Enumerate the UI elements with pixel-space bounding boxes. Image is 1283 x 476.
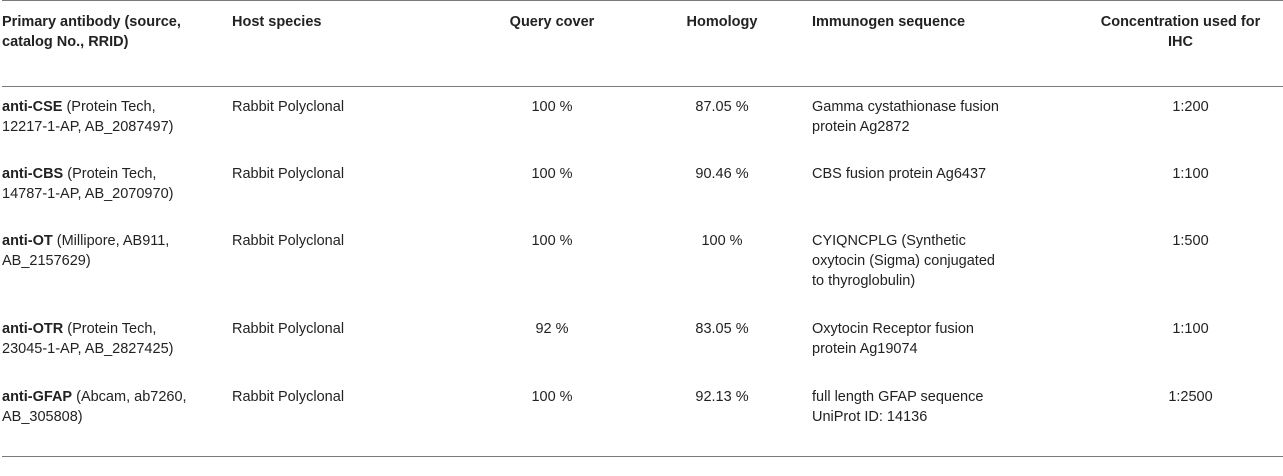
immunogen-cell: Oxytocin Receptor fusion protein Ag19074 xyxy=(812,320,974,357)
concentration-cell: 1:200 xyxy=(1172,99,1209,115)
antibody-cell xyxy=(2,377,232,457)
host-species-cell: Rabbit Polyclonal xyxy=(232,165,345,182)
homology-cell: 100 % xyxy=(701,232,743,249)
header-immunogen: Immunogen sequence xyxy=(800,1,1058,87)
table-row xyxy=(2,87,1283,154)
homology-cell: 92.13 % xyxy=(644,377,800,457)
antibody-name: anti-OTR xyxy=(2,320,64,337)
antibody-cell xyxy=(2,309,232,377)
concentration-cell: 1:2500 xyxy=(1058,377,1283,457)
table-row xyxy=(2,221,1283,309)
antibody-source: (Protein Tech, 12217-1-AP, AB_2087497) xyxy=(2,99,174,135)
immunogen-cell: full length GFAP sequence UniProt ID: 14136 xyxy=(800,377,1058,457)
antibody-name: anti-OT xyxy=(2,232,53,249)
antibody-cell xyxy=(2,87,232,154)
homology-cell: 87.05 % xyxy=(695,99,749,115)
antibody-name: anti-CSE xyxy=(2,99,63,115)
antibody-table xyxy=(2,0,1283,457)
header-query-cover: Query cover xyxy=(460,1,644,87)
antibody-source: (Protein Tech, 23045-1-AP, AB_2827425) xyxy=(2,320,174,357)
antibody-name: anti-CBS xyxy=(2,165,64,182)
antibody-name: anti-GFAP xyxy=(2,388,73,405)
concentration-cell: 1:100 xyxy=(1172,165,1209,182)
antibody-source: (Protein Tech, 14787-1-AP, AB_2070970) xyxy=(2,165,174,202)
query-cover-cell: 100 % xyxy=(531,99,573,115)
header-host-species: Host species xyxy=(232,1,460,87)
immunogen-cell: CYIQNCPLG (Synthetic oxytocin (Sigma) conjugated to thyroglobulin) xyxy=(812,232,995,289)
table-header-row xyxy=(2,1,1283,87)
host-species-cell: Rabbit Polyclonal xyxy=(232,99,345,115)
host-species-cell: Rabbit Polyclonal xyxy=(232,320,345,337)
antibody-cell xyxy=(2,154,232,221)
query-cover-cell: 100 % xyxy=(531,165,573,182)
homology-cell: 83.05 % xyxy=(695,320,749,337)
table-row xyxy=(2,309,1283,377)
antibody-source: (Millipore, AB911, AB_2157629) xyxy=(2,232,170,269)
antibody-source: (Abcam, ab7260, AB_305808) xyxy=(2,388,187,425)
query-cover-cell: 92 % xyxy=(535,320,569,337)
concentration-cell: 1:500 xyxy=(1172,232,1209,249)
immunogen-cell: Gamma cystathionase fusion protein Ag2872 xyxy=(812,99,999,135)
concentration-cell: 1:100 xyxy=(1172,320,1209,337)
homology-cell: 90.46 % xyxy=(695,165,749,182)
header-concentration: Concentration used for IHC xyxy=(1058,1,1283,87)
header-homology: Homology xyxy=(644,1,800,87)
query-cover-cell: 100 % xyxy=(531,232,573,249)
query-cover-cell: 100 % xyxy=(460,377,644,457)
table-row xyxy=(2,377,1283,457)
host-species-cell: Rabbit Polyclonal xyxy=(232,377,460,457)
table-row xyxy=(2,154,1283,221)
host-species-cell: Rabbit Polyclonal xyxy=(232,232,345,249)
antibody-cell xyxy=(2,221,232,309)
header-antibody: Primary antibody (source, catalog No., RRID) xyxy=(2,1,232,87)
immunogen-cell: CBS fusion protein Ag6437 xyxy=(812,165,987,182)
